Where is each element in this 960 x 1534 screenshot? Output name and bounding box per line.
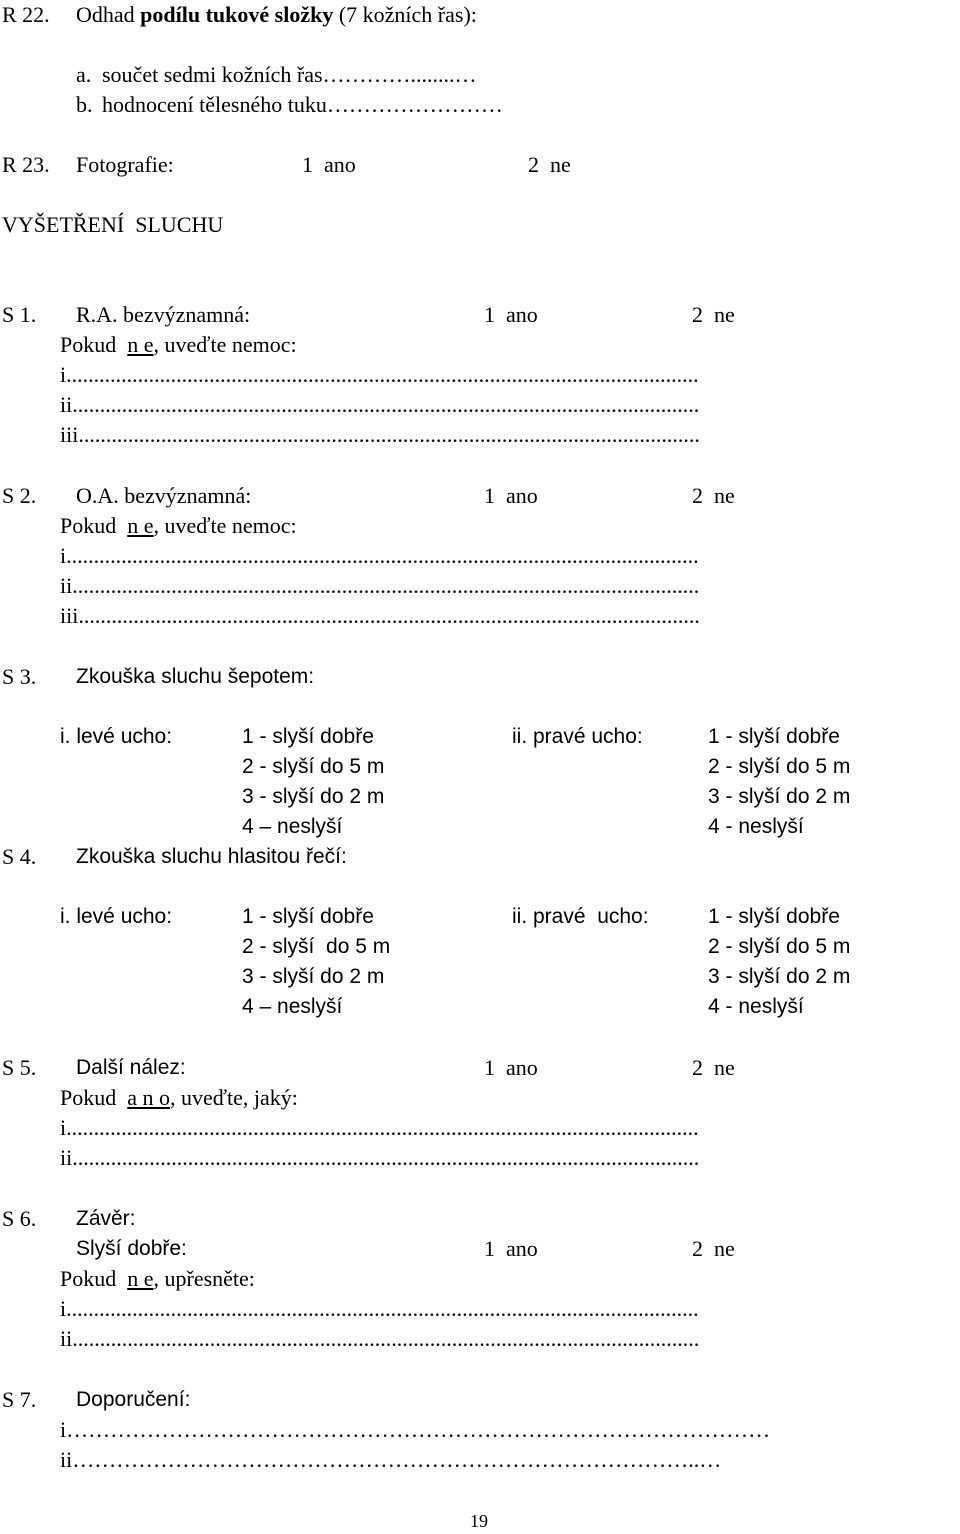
s3-right-opt-4: 4 - neslyší [708, 815, 804, 838]
s4-right-opt-3: 3 - slyší do 2 m [708, 965, 851, 988]
s4-right-opt-2: 2 - slyší do 5 m [708, 935, 851, 958]
s4-left-opt-4: 4 – neslyší [242, 995, 343, 1018]
s4-label: S 4. [2, 844, 37, 869]
s6-label: S 6. [2, 1206, 37, 1231]
s2-line-2: ii.................................................................................................................. [60, 573, 700, 598]
s7-label: S 7. [2, 1387, 37, 1412]
s4-left-ear-label: i. levé ucho: [60, 905, 173, 928]
s4-text: Zkouška sluchu hlasitou řečí: [76, 845, 347, 868]
s4-right-opt-4: 4 - neslyší [708, 995, 804, 1018]
s1-line-2: ii.................................................................................................................. [60, 392, 700, 417]
s3-left-opt-3: 3 - slyší do 2 m [242, 785, 385, 808]
s3-label: S 3. [2, 664, 37, 689]
section-title: VYŠETŘENÍ SLUCHU [2, 212, 224, 237]
s2-pokud-pre: Pokud [60, 513, 128, 538]
s7-line-1: i…………………………………………………………………………………… [60, 1417, 771, 1442]
r23-option-no: 2 ne [528, 152, 571, 177]
s2-line-3: iii................................................................................................................. [60, 603, 700, 628]
r22-title-pre: Odhad [76, 2, 141, 27]
s2-line-1: i................................................................................................................... [60, 543, 699, 568]
r23-label: R 23. [2, 152, 50, 177]
s5-label: S 5. [2, 1055, 37, 1080]
s1-line-3: iii................................................................................................................. [60, 422, 700, 447]
s6-pokud [60, 1266, 255, 1292]
s2-option-no: 2 ne [692, 483, 735, 508]
s2-label: S 2. [2, 483, 37, 508]
s2-pokud [60, 513, 297, 539]
s1-pokud-underlined: n e [127, 332, 154, 357]
s4-left-opt-2: 2 - slyší do 5 m [242, 935, 391, 958]
s5-pokud-post: , uveďte, jaký: [170, 1085, 298, 1110]
r22-title [76, 2, 477, 28]
s1-pokud [60, 332, 297, 358]
s5-pokud-underlined: a n o [127, 1085, 171, 1110]
s3-right-ear-label: ii. pravé ucho: [512, 725, 643, 748]
s2-option-yes: 1 ano [484, 483, 538, 508]
s5-text: Další nález: [76, 1056, 186, 1079]
s1-label: S 1. [2, 302, 37, 327]
s5-line-2: ii.................................................................................................................. [60, 1145, 700, 1170]
s7-text: Doporučení: [76, 1388, 191, 1411]
r23-option-yes: 1 ano [302, 152, 356, 177]
r22-item-a: součet sedmi kožních řas…………........… [102, 62, 477, 87]
s3-right-opt-1: 1 - slyší dobře [708, 725, 840, 748]
s3-right-opt-2: 2 - slyší do 5 m [708, 755, 851, 778]
r22-item-a-label: a. [76, 62, 92, 87]
s3-left-opt-1: 1 - slyší dobře [242, 725, 374, 748]
s4-right-opt-1: 1 - slyší dobře [708, 905, 840, 928]
s5-pokud [60, 1085, 298, 1111]
s3-left-ear-label: i. levé ucho: [60, 725, 173, 748]
s1-line-1: i................................................................................................................... [60, 362, 699, 387]
s3-text: Zkouška sluchu šepotem: [76, 665, 315, 688]
s6-pokud-underlined: n e [127, 1266, 154, 1291]
s5-line-1: i................................................................................................................... [60, 1115, 699, 1140]
r22-label: R 22. [2, 2, 50, 27]
s6-text: Závěr: [76, 1207, 136, 1230]
r23-text: Fotografie: [76, 152, 174, 177]
s5-option-no: 2 ne [692, 1055, 735, 1080]
s1-text: R.A. bezvýznamná: [76, 302, 251, 327]
s3-right-opt-3: 3 - slyší do 2 m [708, 785, 851, 808]
r22-title-post: (7 kožních řas): [333, 2, 477, 27]
page-number: 19 [470, 1511, 488, 1531]
s6-pokud-pre: Pokud [60, 1266, 128, 1291]
s4-right-ear-label: ii. pravé ucho: [512, 905, 649, 928]
s1-option-no: 2 ne [692, 302, 735, 327]
s1-pokud-pre: Pokud [60, 332, 128, 357]
s5-pokud-pre: Pokud [60, 1085, 128, 1110]
s4-left-opt-3: 3 - slyší do 2 m [242, 965, 385, 988]
s7-line-2: ii…………………………………………………………………………..… [60, 1447, 722, 1472]
s5-option-yes: 1 ano [484, 1055, 538, 1080]
s3-left-opt-4: 4 – neslyší [242, 815, 343, 838]
s6-option-no: 2 ne [692, 1236, 735, 1261]
s2-pokud-post: , uveďte nemoc: [153, 513, 297, 538]
s6-pokud-post: , upřesněte: [153, 1266, 255, 1291]
s1-pokud-post: , uveďte nemoc: [153, 332, 297, 357]
s4-left-opt-1: 1 - slyší dobře [242, 905, 374, 928]
s6-line-1: i................................................................................................................... [60, 1296, 699, 1321]
r22-title-bold: podílu tukové složky [140, 2, 334, 27]
s6-line-2: ii.................................................................................................................. [60, 1326, 700, 1351]
r22-item-b: hodnocení tělesného tuku…………………… [102, 92, 503, 117]
s3-left-opt-2: 2 - slyší do 5 m [242, 755, 385, 778]
s1-option-yes: 1 ano [484, 302, 538, 327]
s6-sub: Slyší dobře: [76, 1237, 187, 1260]
s6-option-yes: 1 ano [484, 1236, 538, 1261]
s2-pokud-underlined: n e [127, 513, 154, 538]
s2-text: O.A. bezvýznamná: [76, 483, 252, 508]
r22-item-b-label: b. [76, 92, 93, 117]
